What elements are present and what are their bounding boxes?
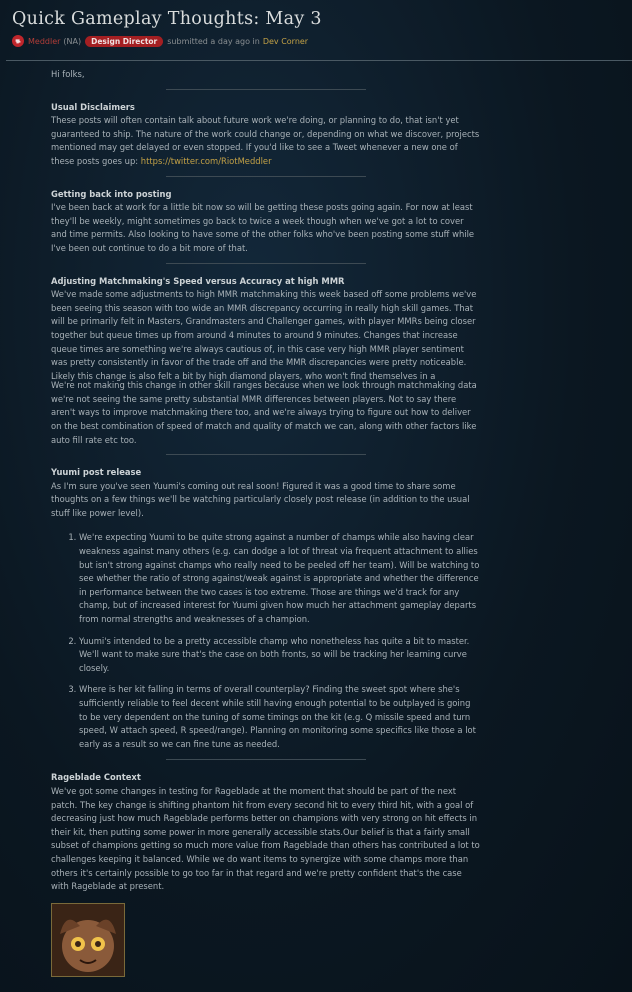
twitter-link[interactable]: https://twitter.com/RiotMeddler xyxy=(140,155,272,166)
yuumi-list xyxy=(51,531,481,751)
section-heading-yuumi: Yuumi post release xyxy=(51,467,142,478)
matchmaking-paragraph-2: We're not making this change in other skill ranges because when we look through matchmaking data we're not seeing the same pretty substantial MMR differences between players. Not to say there aren't ways to improve matchmaking there too, and we're always trying to figure out how to deliver on the best combination of speed of match and quality of match we can, along with other factors like auto fill rate etc too. xyxy=(51,380,477,445)
champion-portrait-icon xyxy=(51,903,125,977)
matchmaking-paragraph-1: We've made some adjustments to high MMR matchmaking this week based off some problems we've been seeing this season with too wide an MMR discrepancy occurring in really high skill games. That will be primarily felt in Masters, Grandmasters and Challenger games, with player MMRs being closer together but queue times up from around 4 minutes to around 9 minutes. Changes that increase queue times are something we're always cautious of, in this case very high MMR player sentiment was pretty consistently in favor of the trade off and the MMR discrepancies were pretty noticeable. Likely this change is also felt a bit by high diamond players, who won't find themselves in a xyxy=(51,289,477,381)
post-meta xyxy=(12,35,620,47)
post-body xyxy=(51,68,481,977)
posting-paragraph: I've been back at work for a little bit now so will be getting these posts going again. For now at least they'll be weekly, might sometimes go back to twice a week though when we've got a lot to cover and time permits. Also looking to have some of the other folks who've been posting some stuff while I've been out continue to do a bit more of that. xyxy=(51,202,475,253)
list-item: 2. Yuumi's intended to be a pretty accessible champ who nonetheless has quite a bit to master. We'll want to make sure that's the case on both fronts, so will be tracking her learning curve closely. xyxy=(79,635,481,676)
post-header xyxy=(0,0,632,52)
submitted-text: submitted a day ago in xyxy=(167,36,260,46)
rageblade-paragraph: We've got some changes in testing for Rageblade at the moment that should be part of the next patch. The key change is shifting phantom hit from every second hit to every third hit, with a goal of decreasing just how much Rageblade performs better on champions with very strong on hit effects in their kit, then putting some power in more generally accessible stats.Our belief is that a fairly small subset of champions getting so much more value from Rageblade than others has contributed a lot to challenges keeping it balanced. While we do want items to synergize with some champs more than others it's certainly possible to go too far in that regard and we're pretty confident that's the case with Rageblade at present. xyxy=(51,785,480,892)
category-link[interactable]: Dev Corner xyxy=(262,36,309,46)
riot-fist-icon[interactable] xyxy=(12,35,24,47)
disclaimer-paragraph xyxy=(51,114,481,168)
list-item: 3. Where is her kit falling in terms of overall counterplay? Finding the sweet spot where she's sufficiently reliable to feel decent while still having enough potential to be outplayed is going to be very dependent on the tuning of some timings on the kit (e.g. Q missile speed and turn speed, W attach speed, R speed/range). Planning on monitoring some specifics like those a lot early as a result so we can fine tune as needed. xyxy=(79,683,481,751)
section-heading-disclaimers: Usual Disclaimers xyxy=(51,101,135,112)
section-heading-matchmaking: Adjusting Matchmaking's Speed versus Accuracy at high MMR xyxy=(51,275,345,286)
section-heading-rageblade: Rageblade Context xyxy=(51,772,141,783)
section-divider xyxy=(166,176,366,177)
section-divider xyxy=(166,263,366,264)
yuumi-intro-paragraph: As I'm sure you've seen Yuumi's coming out real soon! Figured it was a good time to share some thoughts on a few things we'll be watching particularly closely post release (in addition to the usual stuff like power level). xyxy=(51,480,470,518)
section-divider xyxy=(166,89,366,90)
greeting: Hi folks, xyxy=(51,69,85,79)
role-badge: Design Director xyxy=(85,36,163,47)
section-divider xyxy=(166,759,366,760)
section-heading-posting: Getting back into posting xyxy=(51,188,172,199)
header-divider xyxy=(6,60,632,61)
section-divider xyxy=(166,454,366,455)
author-link[interactable]: Meddler xyxy=(28,36,61,46)
list-item: 1. We're expecting Yuumi to be quite strong against a number of champs while also having clear weakness against many others (e.g. can dodge a lot of threat via frequent attachment to allies but isn't strong against champs who really need to be peeled off her team). Will be watching to see whether the ratio of strong against/weak against is appropriate and whether the difference in performance between the two cases is too extreme. Those are things we'd track for any champ, but of increased interest for Yuumi given how much her attachment gameplay departs from normal strengths and weaknesses of a champion. xyxy=(79,531,481,626)
author-region: (NA) xyxy=(63,36,82,46)
disclaimer-text: These posts will often contain talk about future work we're doing, or planning to do, that isn't yet guaranteed to ship. The nature of the work could change or, depending on what we discover, projects mentioned may get delayed or even stopped. If you'd like to see a Tweet whenever a new one of these posts goes up: xyxy=(51,115,480,166)
post-title: Quick Gameplay Thoughts: May 3 xyxy=(12,9,322,29)
